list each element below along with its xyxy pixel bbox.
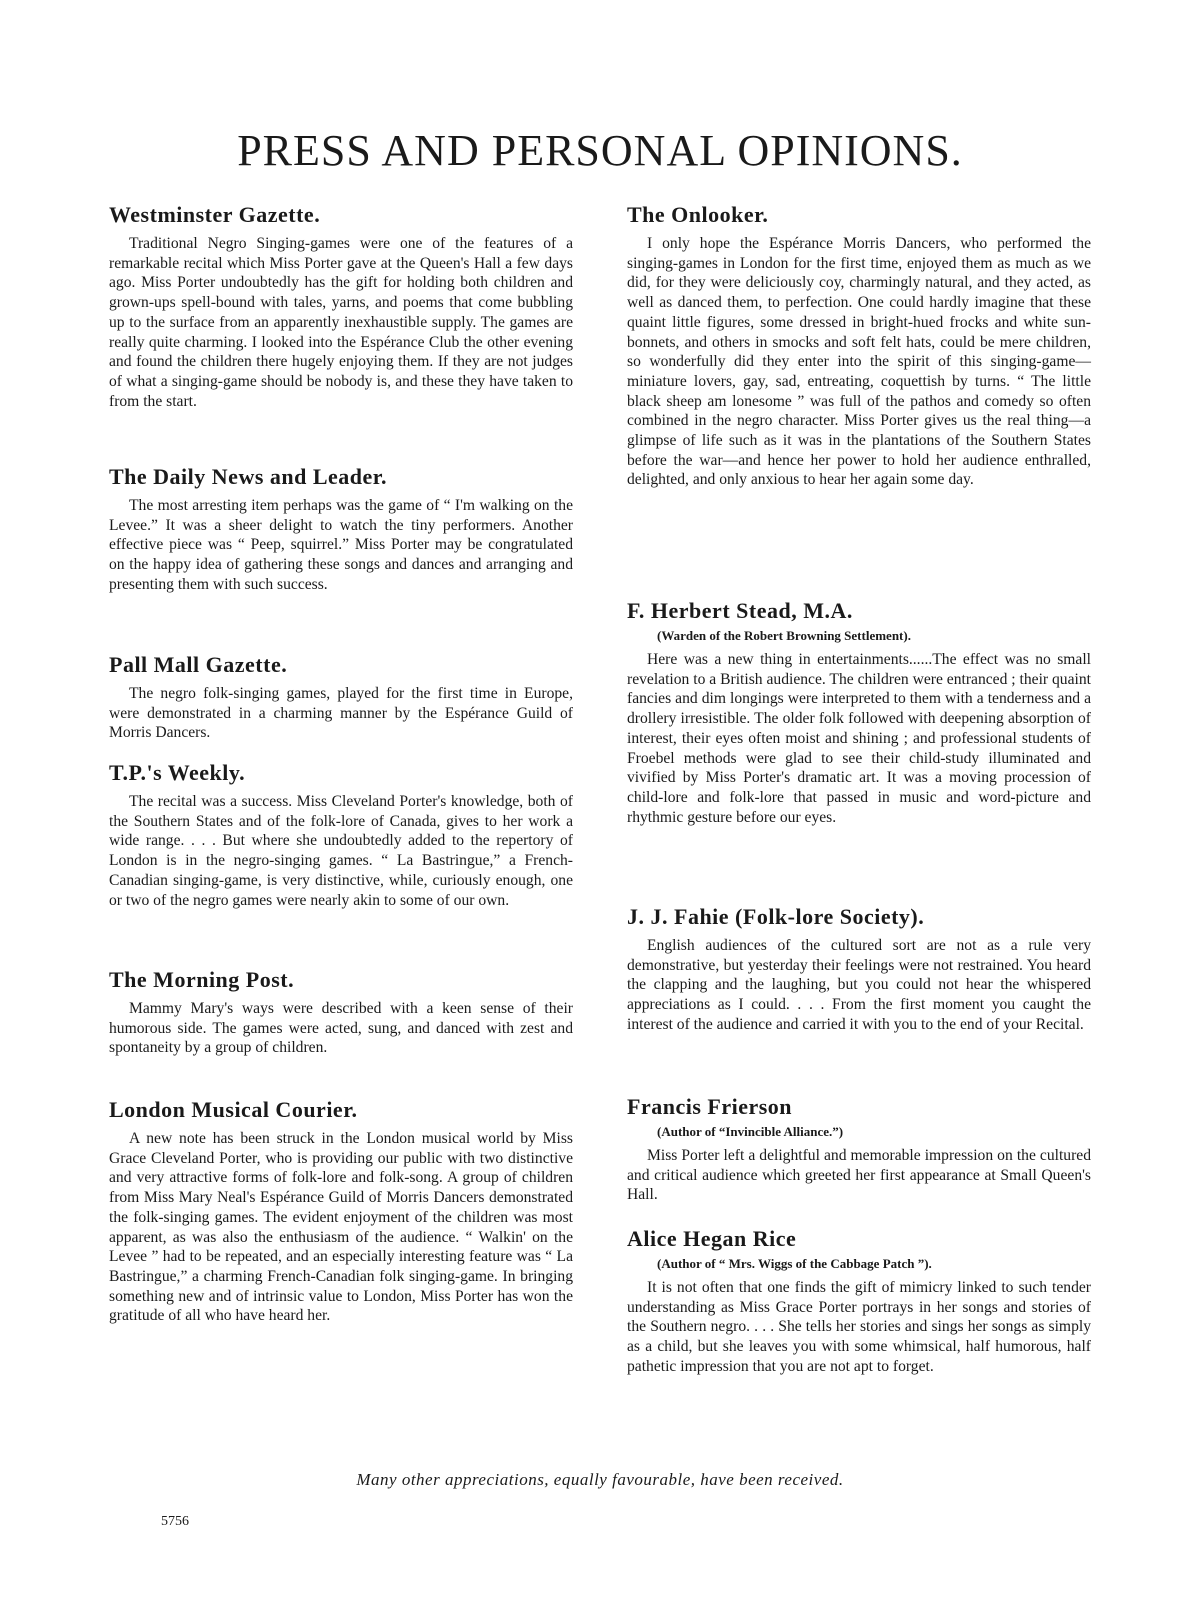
review-tps-weekly: [109, 758, 573, 965]
review-morning-post: [109, 965, 573, 1095]
review-pall-mall-gazette: [109, 650, 573, 758]
review-heading: T.P.'s Weekly.: [109, 760, 246, 785]
page-number: 5756: [161, 1514, 189, 1529]
footer-note: Many other appreciations, equally favourable, have been received.: [356, 1470, 844, 1489]
review-daily-news: [109, 462, 573, 650]
review-heading: Westminster Gazette.: [109, 202, 321, 227]
page-title: PRESS AND PERSONAL OPINIONS.: [237, 126, 963, 175]
review-text: The most arresting item perhaps was the game of “ I'm walking on the Levee.” It was a sheer delight to watch the tiny performers. Another effective piece was “ Peep, squirrel.” Miss Porter may be congratulated on the happy idea of gathering these songs and dances and arranging and presenting them with such success.: [109, 497, 573, 593]
review-text: Traditional Negro Singing-games were one of the features of a remarkable recital which Miss Porter gave at the Queen's Hall a few days ago. Miss Porter undoubtedly has the gift for holding both children and grown-ups spell-bound with tales, yarns, and poems that come bubbling up to the surface from an apparently inexhaustible supply. The games are really quite charming. I looked into the Espérance Club the other evening and found the children there hugely enjoying them. If they are not judges of what a singing-game should be nobody is, and these they have taken to from the start.: [109, 235, 573, 410]
review-heading: Pall Mall Gazette.: [109, 652, 288, 677]
review-onlooker: [627, 200, 1091, 596]
review-text: A new note has been struck in the London musical world by Miss Grace Cleveland Porter, who is providing our public with two distinctive and very attractive forms of folk-lore and folk-song. A group of children from Miss Mary Neal's Espérance Guild of Morris Dancers demonstrated the folk-singing games. The evident enjoyment of the children was most apparent, as was also the enthusiasm of the audience. “ Walkin' on the Levee ” had to be repeated, and an especially interesting feature was “ La Bastringue,” a charming French-Canadian folk singing-game. In bringing something new and of intrinsic value to London, Miss Porter has won the gratitude of all who have heard her.: [109, 1130, 573, 1325]
review-frierson: [627, 1092, 1091, 1224]
review-subheading: (Author of “ Mrs. Wiggs of the Cabbage Patch ”).: [657, 1256, 932, 1271]
review-heading: J. J. Fahie (Folk-lore Society).: [627, 904, 925, 929]
right-column: [627, 200, 1091, 1377]
review-heading: Alice Hegan Rice: [627, 1226, 797, 1251]
review-london-musical-courier: [109, 1095, 573, 1326]
review-heading: London Musical Courier.: [109, 1097, 358, 1122]
review-text: I only hope the Espérance Morris Dancers, who performed the singing-games in London for the first time, enjoyed them as much as we did, for they were deliciously coy, charmingly natural, and they acted, as well as danced them, to perfection. One could hardly imagine that these quaint little figures, some dressed in bright-hued frocks and white sun-bonnets, and others in smocks and soft felt hats, could be mere children, so wonderfully did they enter into the spirit of this singing-game—miniature lovers, gay, sad, entreating, coquettish by turns. “ The little black sheep am lonesome ” was full of the pathos and comedy so often combined in the negro character. Miss Porter gives us the real thing—a glimpse of life such as it was in the plantations of the Southern States before the war—and hence her power to hold her audience enthralled, delighted, and only anxious to hear her again some day.: [627, 235, 1091, 489]
left-column: [109, 200, 573, 1326]
review-westminster-gazette: [109, 200, 573, 462]
review-heading: The Onlooker.: [627, 202, 769, 227]
review-hegan-rice: [627, 1224, 1091, 1377]
review-heading: The Daily News and Leader.: [109, 464, 388, 489]
review-heading: F. Herbert Stead, M.A.: [627, 598, 853, 623]
review-subheading: (Author of “Invincible Alliance.”): [657, 1124, 844, 1139]
review-subheading: (Warden of the Robert Browning Settlement).: [657, 628, 911, 643]
review-herbert-stead: [627, 596, 1091, 902]
review-fahie: [627, 902, 1091, 1092]
review-text: Mammy Mary's ways were described with a keen sense of their humorous side. The games were acted, sung, and danced with zest and spontaneity by a group of children.: [109, 1000, 573, 1057]
review-heading: Francis Frierson: [627, 1094, 793, 1119]
review-text: It is not often that one finds the gift of mimicry linked to such tender understanding as Miss Grace Porter portrays in her songs and stories of the Southern negro. . . . She tells her stories and sings her songs as simply as a child, but she leaves you with some whimsical, half humorous, half pathetic impression that you are not apt to forget.: [627, 1279, 1091, 1375]
review-text: The negro folk-singing games, played for the first time in Europe, were demonstrated in a charming manner by the Espérance Guild of Morris Dancers.: [109, 685, 573, 742]
review-heading: The Morning Post.: [109, 967, 295, 992]
review-text: Miss Porter left a delightful and memorable impression on the cultured and critical audience which greeted her first appearance at Small Queen's Hall.: [627, 1147, 1091, 1204]
review-text: The recital was a success. Miss Cleveland Porter's knowledge, both of the Southern States and of the folk-lore of Canada, gives to her work a wide range. . . . But where she undoubtedly added to the repertory of London is in the negro-singing games. “ La Bastringue,” a French-Canadian singing-game, is very distinctive, while, curiously enough, one or two of the negro games were nearly akin to some of our own.: [109, 793, 573, 909]
review-text: Here was a new thing in entertainments......The effect was no small revelation to a British audience. The children were entranced ; their quaint fancies and dim longings were interpreted to them with a tenderness and a drollery irresistible. The older folk followed with deepening absorption of interest, their eyes often moist and shining ; and professional students of Froebel methods were glad to see their child-study illuminated and vivified by Miss Porter's dramatic art. It was a moving procession of child-lore and folk-lore that passed in music and word-picture and rhythmic gesture before our eyes.: [627, 651, 1091, 826]
review-text: English audiences of the cultured sort are not as a rule very demonstrative, but yesterday their feelings were not restrained. You heard the clapping and the laughing, but you could not hear the whispered appreciations as I could. . . . From the first moment you caught the interest of the audience and carried it with you to the end of your Recital.: [627, 937, 1091, 1033]
